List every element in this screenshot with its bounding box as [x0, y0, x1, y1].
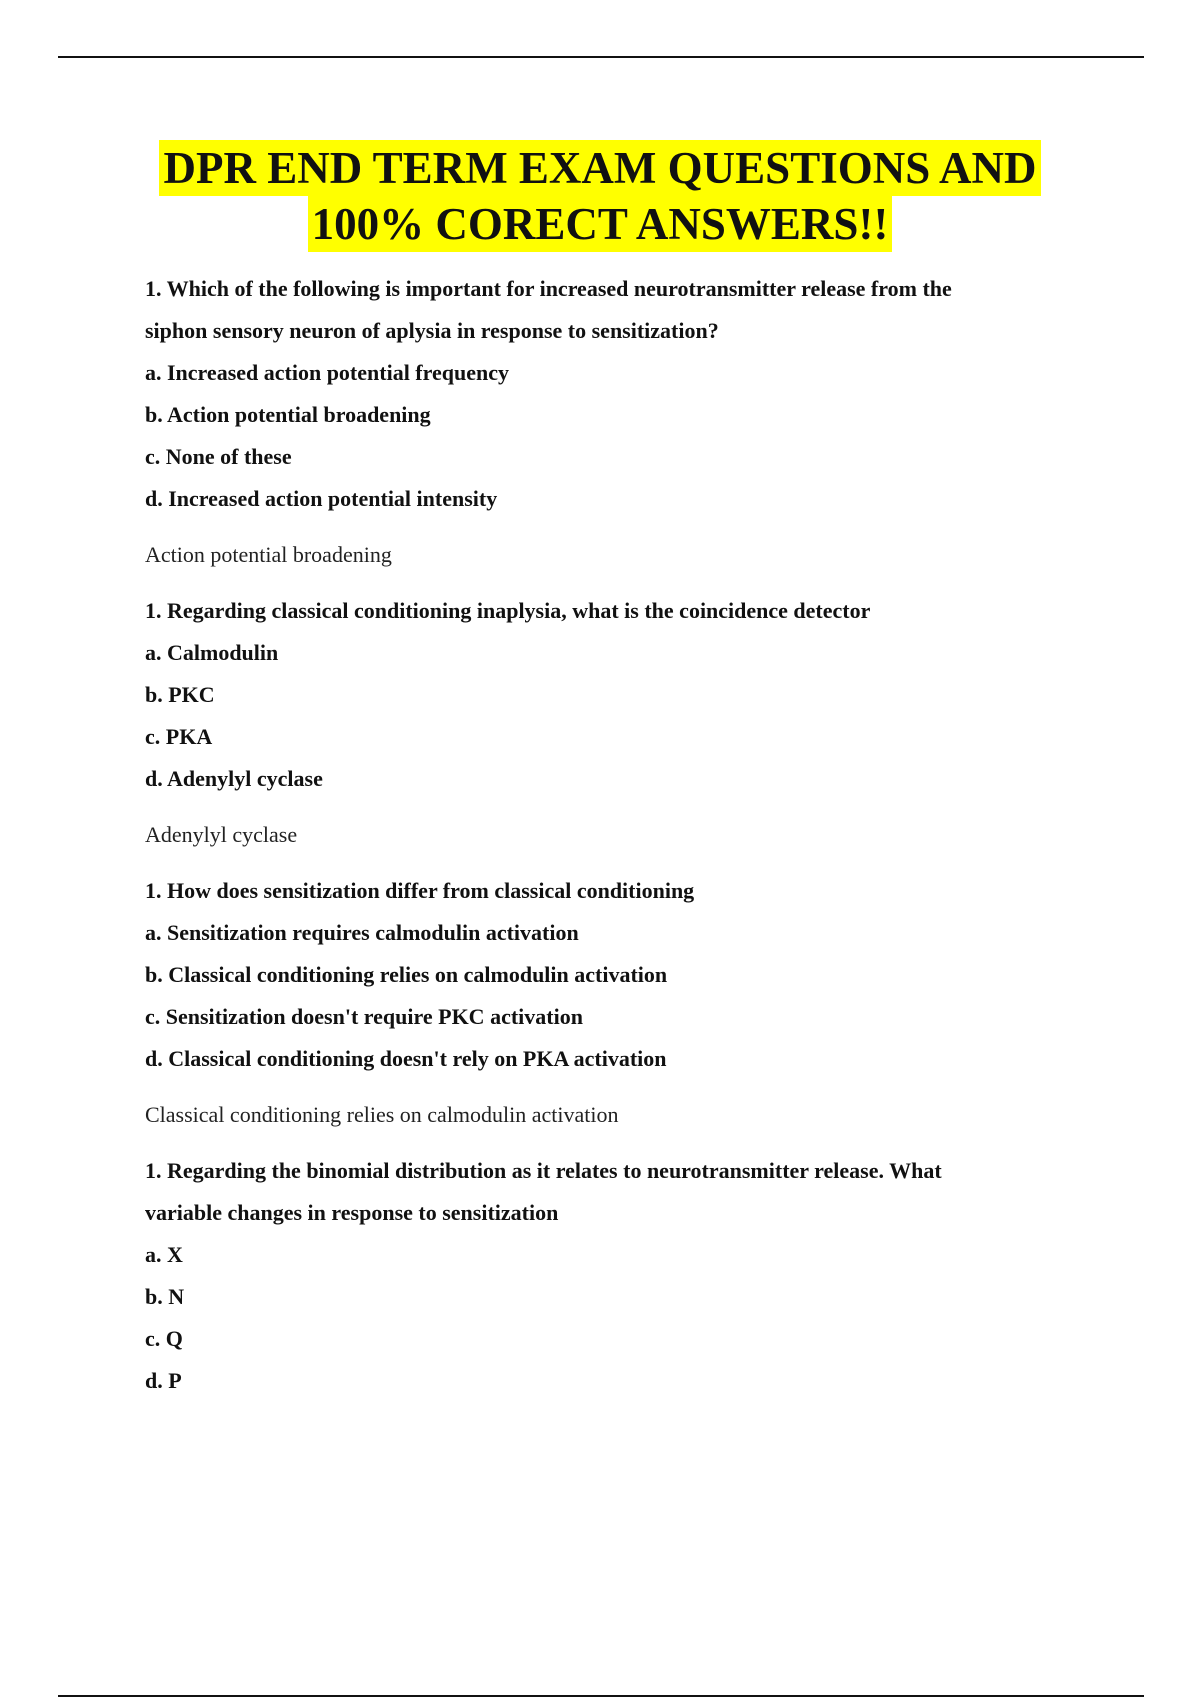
option-a: a. Calmodulin	[145, 640, 279, 665]
question-block-3	[145, 870, 1065, 1136]
option-d: d. P	[145, 1368, 182, 1393]
title-line-1: DPR END TERM EXAM QUESTIONS AND	[159, 140, 1040, 196]
question-block-4	[145, 1150, 1065, 1402]
option-b: b. PKC	[145, 682, 215, 707]
top-rule	[58, 56, 1144, 58]
option-a: a. Increased action potential frequency	[145, 360, 509, 385]
option-a: a. Sensitization requires calmodulin activation	[145, 920, 579, 945]
question-text: 1. Regarding the binomial distribution as it relates to neurotransmitter release. What	[145, 1158, 942, 1183]
question-text: 1. How does sensitization differ from classical conditioning	[145, 878, 695, 903]
option-b: b. N	[145, 1284, 185, 1309]
answer-text: Classical conditioning relies on calmodulin activation	[145, 1102, 619, 1127]
question-text: 1. Which of the following is important for increased neurotransmitter release from the	[145, 276, 952, 301]
bottom-rule	[58, 1695, 1144, 1697]
option-c: c. None of these	[145, 444, 292, 469]
option-c: c. PKA	[145, 724, 213, 749]
option-c: c. Sensitization doesn't require PKC activation	[145, 1004, 583, 1029]
question-text-continued: siphon sensory neuron of aplysia in response to sensitization?	[145, 318, 719, 343]
option-b: b. Classical conditioning relies on calmodulin activation	[145, 962, 668, 987]
question-list	[145, 268, 1065, 1416]
answer-text: Adenylyl cyclase	[145, 822, 298, 847]
option-c: c. Q	[145, 1326, 183, 1351]
document-title	[0, 140, 1200, 252]
question-block-2	[145, 590, 1065, 856]
option-d: d. Adenylyl cyclase	[145, 766, 323, 791]
option-d: d. Increased action potential intensity	[145, 486, 498, 511]
title-line-2: 100% CORECT ANSWERS!!	[308, 196, 893, 252]
option-d: d. Classical conditioning doesn't rely on PKA activation	[145, 1046, 667, 1071]
option-b: b. Action potential broadening	[145, 402, 431, 427]
question-text: 1. Regarding classical conditioning inaplysia, what is the coincidence detector	[145, 598, 871, 623]
question-text-continued: variable changes in response to sensitization	[145, 1200, 559, 1225]
answer-text: Action potential broadening	[145, 542, 392, 567]
option-a: a. X	[145, 1242, 183, 1267]
question-block-1	[145, 268, 1065, 576]
